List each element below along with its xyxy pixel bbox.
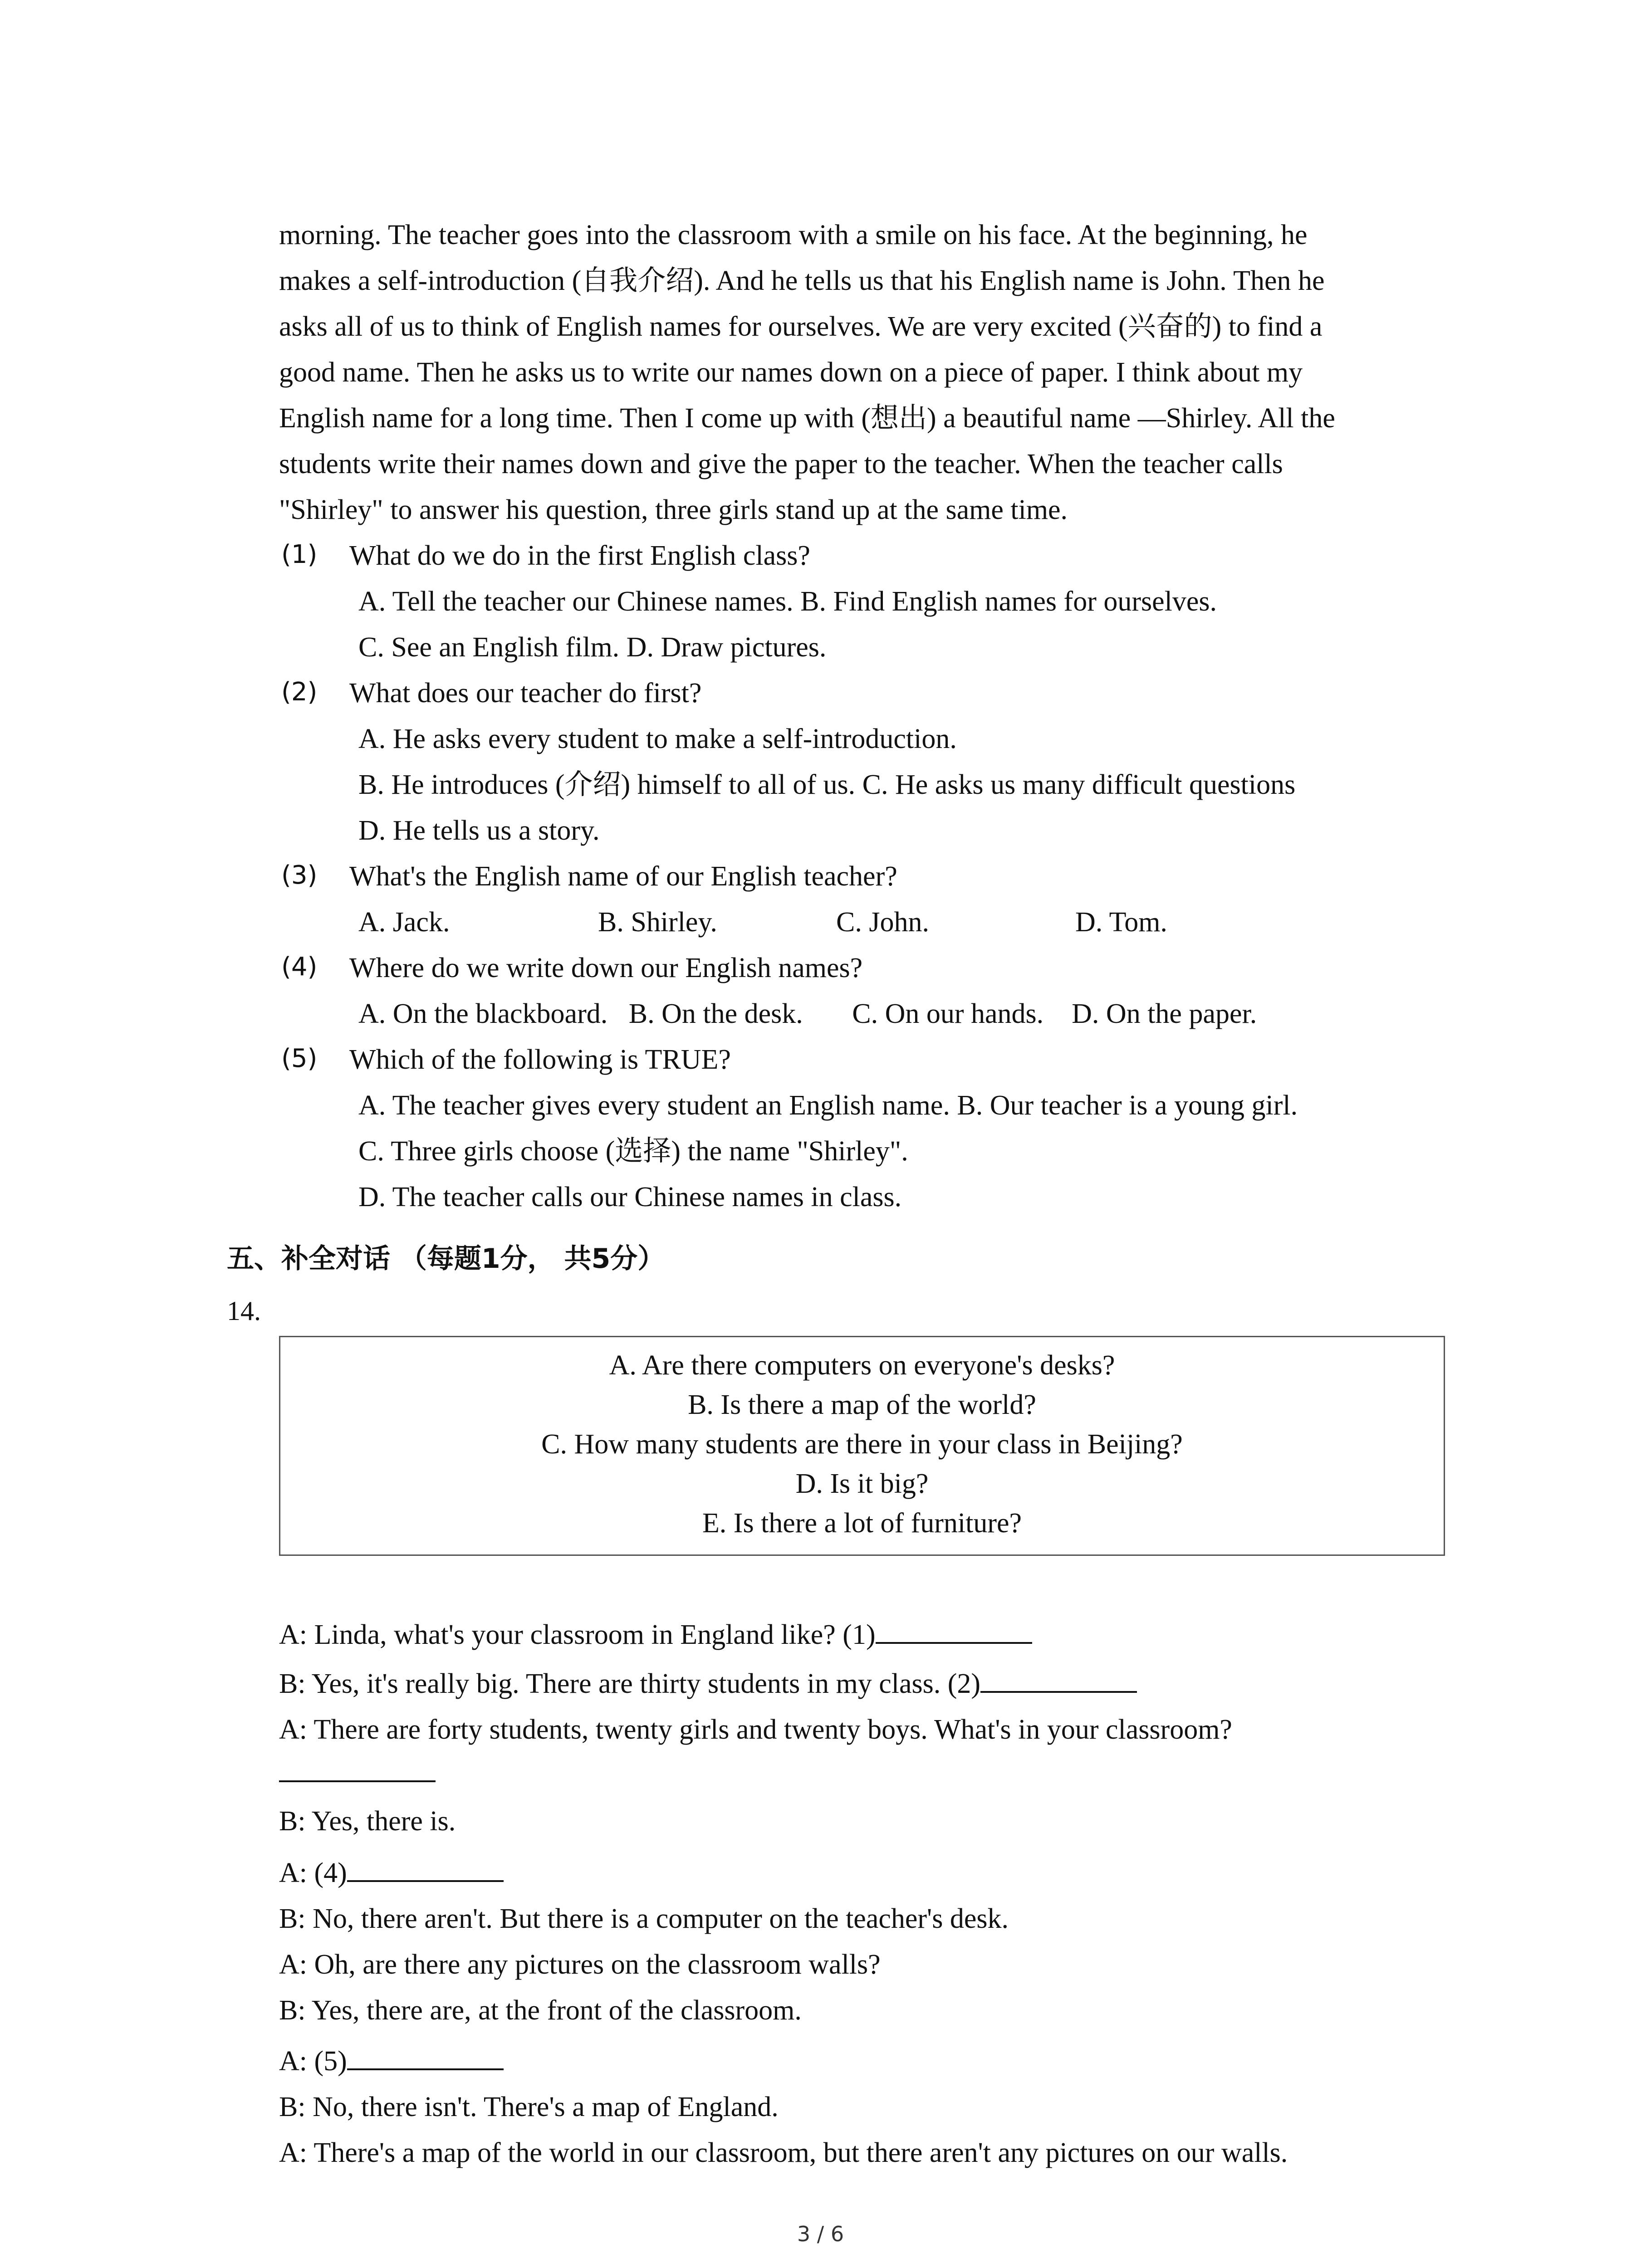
question-text: Which of the following is TRUE? (349, 1044, 731, 1075)
dialogue-line: B: Yes, there is. (279, 1806, 456, 1837)
question-number: (5) (281, 1044, 318, 1073)
dialogue-text: A: Linda, what's your classroom in England like? (1) (279, 1619, 876, 1650)
dialogue-line (279, 2041, 504, 2079)
question-option-c[interactable]: C. John. (836, 907, 929, 938)
question-option[interactable]: B. He introduces (介绍) himself to all of us. C. He asks us many difficult questions (358, 769, 1296, 800)
passage-line: good name. Then he asks us to write our names down on a piece of paper. I think about my (279, 357, 1303, 388)
question-option[interactable]: A. Tell the teacher our Chinese names. B. Find English names for ourselves. (358, 586, 1217, 617)
dialogue-text: B: Yes, it's really big. There are thirty students in my class. (2) (279, 1668, 981, 1699)
page-number: 3 / 6 (797, 2222, 844, 2246)
question-number: (3) (281, 860, 318, 890)
options-box (279, 1336, 1445, 1556)
question-option[interactable]: C. Three girls choose (选择) the name "Shirley". (358, 1136, 908, 1167)
dialogue-line (279, 1664, 1137, 1702)
question-text: What's the English name of our English teacher? (349, 861, 897, 892)
question-option[interactable]: C. See an English film. D. Draw pictures. (358, 632, 827, 663)
answer-blank-5[interactable] (347, 2041, 504, 2070)
box-option: A. Are there computers on everyone's desks? (609, 1350, 1115, 1381)
question-number: (1) (281, 540, 318, 569)
dialogue-line: A: There's a map of the world in our classroom, but there aren't any pictures on our walls. (279, 2137, 1288, 2168)
passage-line: students write their names down and give the paper to the teacher. When the teacher calls (279, 449, 1283, 479)
question-option-d[interactable]: D. Tom. (1075, 907, 1167, 938)
box-option: E. Is there a lot of furniture? (702, 1508, 1022, 1539)
answer-blank-1[interactable] (876, 1615, 1032, 1644)
question-option-b[interactable]: B. Shirley. (598, 907, 717, 938)
section-title: 五、补全对话 （每题1分， 共5分） (227, 1243, 665, 1275)
answer-blank-2[interactable] (980, 1664, 1137, 1693)
question-text: What do we do in the first English class? (349, 540, 810, 571)
dialogue-line (279, 1615, 1032, 1653)
dialogue-text: A: (5) (279, 2046, 347, 2077)
question-text: Where do we write down our English names? (349, 953, 863, 983)
dialogue-text: A: (4) (279, 1857, 347, 1888)
answer-blank-4[interactable] (347, 1853, 504, 1882)
dialogue-line: A: There are forty students, twenty girls and twenty boys. What's in your classroom? (279, 1714, 1232, 1745)
dialogue-line: B: No, there aren't. But there is a computer on the teacher's desk. (279, 1903, 1009, 1934)
dialogue-line: A: Oh, are there any pictures on the classroom walls? (279, 1949, 881, 1980)
dialogue-line: B: No, there isn't. There's a map of England. (279, 2092, 779, 2122)
passage-line: English name for a long time. Then I come up with (想出) a beautiful name —Shirley. All the (279, 403, 1335, 434)
box-option: C. How many students are there in your class in Beijing? (541, 1429, 1183, 1460)
question-option-a[interactable]: A. Jack. (358, 907, 450, 938)
question-option[interactable]: A. He asks every student to make a self-introduction. (358, 723, 957, 754)
question-option[interactable]: D. The teacher calls our Chinese names in class. (358, 1182, 902, 1212)
question-option[interactable]: A. The teacher gives every student an English name. B. Our teacher is a young girl. (358, 1090, 1298, 1121)
passage-line: "Shirley" to answer his question, three girls stand up at the same time. (279, 494, 1068, 525)
dialogue-line (279, 1853, 504, 1891)
question-text: What does our teacher do first? (349, 678, 702, 709)
question-option[interactable]: D. He tells us a story. (358, 815, 600, 846)
answer-blank-3[interactable] (279, 1780, 436, 1782)
passage-line: asks all of us to think of English names for ourselves. We are very excited (兴奋的) to find a (279, 311, 1323, 342)
question-option[interactable]: A. On the blackboard. B. On the desk. C. On our hands. D. On the paper. (358, 998, 1257, 1029)
box-option: B. Is there a map of the world? (688, 1389, 1036, 1420)
box-option: D. Is it big? (795, 1468, 929, 1499)
question-number: (2) (281, 677, 318, 707)
dialogue-line: B: Yes, there are, at the front of the classroom. (279, 1995, 802, 2026)
passage-line: makes a self-introduction (自我介绍). And he tells us that his English name is John. Then he (279, 265, 1325, 296)
question-number: (4) (281, 952, 318, 982)
passage-line: morning. The teacher goes into the classroom with a smile on his face. At the beginning, he (279, 220, 1308, 250)
item-number: 14. (227, 1296, 261, 1326)
